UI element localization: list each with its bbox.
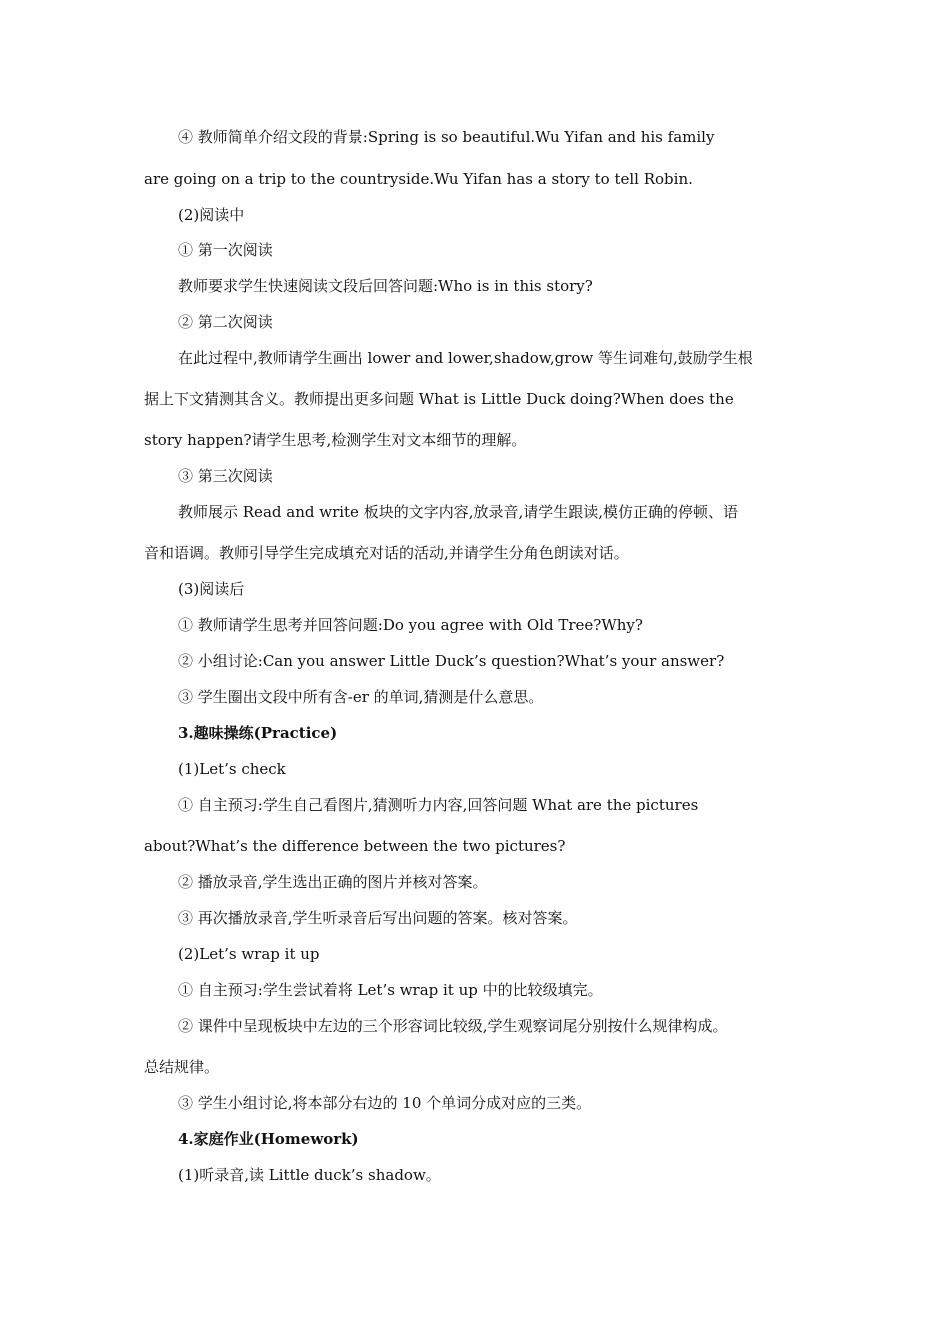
paragraph-line: 据上下文猜测其含义。教师提出更多问题 What is Little Duck doing?When does the [144, 390, 734, 408]
paragraph-line: ① 自主预习:学生自己看图片,猜测听力内容,回答问题 What are the pictures [178, 796, 699, 814]
paragraph-line: are going on a trip to the countryside.Wu Yifan has a story to tell Robin. [144, 170, 693, 188]
section-heading-bold: 3.趣味操练(Practice) [178, 724, 338, 742]
section-heading: (1)Let’s check [178, 760, 286, 778]
section-heading: (2)阅读中 [178, 206, 245, 224]
paragraph-line: ① 第一次阅读 [178, 241, 273, 259]
section-heading-bold: 4.家庭作业(Homework) [178, 1130, 359, 1148]
paragraph-line: 总结规律。 [144, 1058, 220, 1076]
paragraph-line: ② 第二次阅读 [178, 313, 273, 331]
paragraph-line: 教师要求学生快速阅读文段后回答问题:Who is in this story? [178, 277, 593, 295]
paragraph-line: ③ 第三次阅读 [178, 467, 273, 485]
paragraph-line: ② 课件中呈现板块中左边的三个形容词比较级,学生观察词尾分别按什么规律构成。 [178, 1017, 728, 1035]
paragraph-line: 在此过程中,教师请学生画出 lower and lower,shadow,grow 等生词难句,鼓励学生根 [178, 349, 753, 367]
paragraph-line: about?What’s the difference between the two pictures? [144, 837, 566, 855]
paragraph-line: ③ 学生圈出文段中所有含-er 的单词,猜测是什么意思。 [178, 688, 544, 706]
paragraph-line: ① 自主预习:学生尝试着将 Let’s wrap it up 中的比较级填完。 [178, 981, 603, 999]
section-heading: (3)阅读后 [178, 580, 245, 598]
paragraph-line: ② 小组讨论:Can you answer Little Duck’s question?What’s your answer? [178, 652, 725, 670]
paragraph-line: 教师展示 Read and write 板块的文字内容,放录音,请学生跟读,模仿正确的停顿、语 [178, 503, 739, 521]
paragraph-line: (1)听录音,读 Little duck’s shadow。 [178, 1166, 441, 1184]
paragraph-line: ③ 学生小组讨论,将本部分右边的 10 个单词分成对应的三类。 [178, 1094, 592, 1112]
section-heading: (2)Let’s wrap it up [178, 945, 320, 963]
paragraph-line: ④ 教师简单介绍文段的背景:Spring is so beautiful.Wu Yifan and his family [178, 128, 715, 146]
paragraph-line: ② 播放录音,学生选出正确的图片并核对答案。 [178, 873, 488, 891]
paragraph-line: ① 教师请学生思考并回答问题:Do you agree with Old Tree?Why? [178, 616, 643, 634]
paragraph-line: story happen?请学生思考,检测学生对文本细节的理解。 [144, 431, 527, 449]
paragraph-line: 音和语调。教师引导学生完成填充对话的活动,并请学生分角色朗读对话。 [144, 544, 629, 562]
paragraph-line: ③ 再次播放录音,学生听录音后写出问题的答案。核对答案。 [178, 909, 578, 927]
